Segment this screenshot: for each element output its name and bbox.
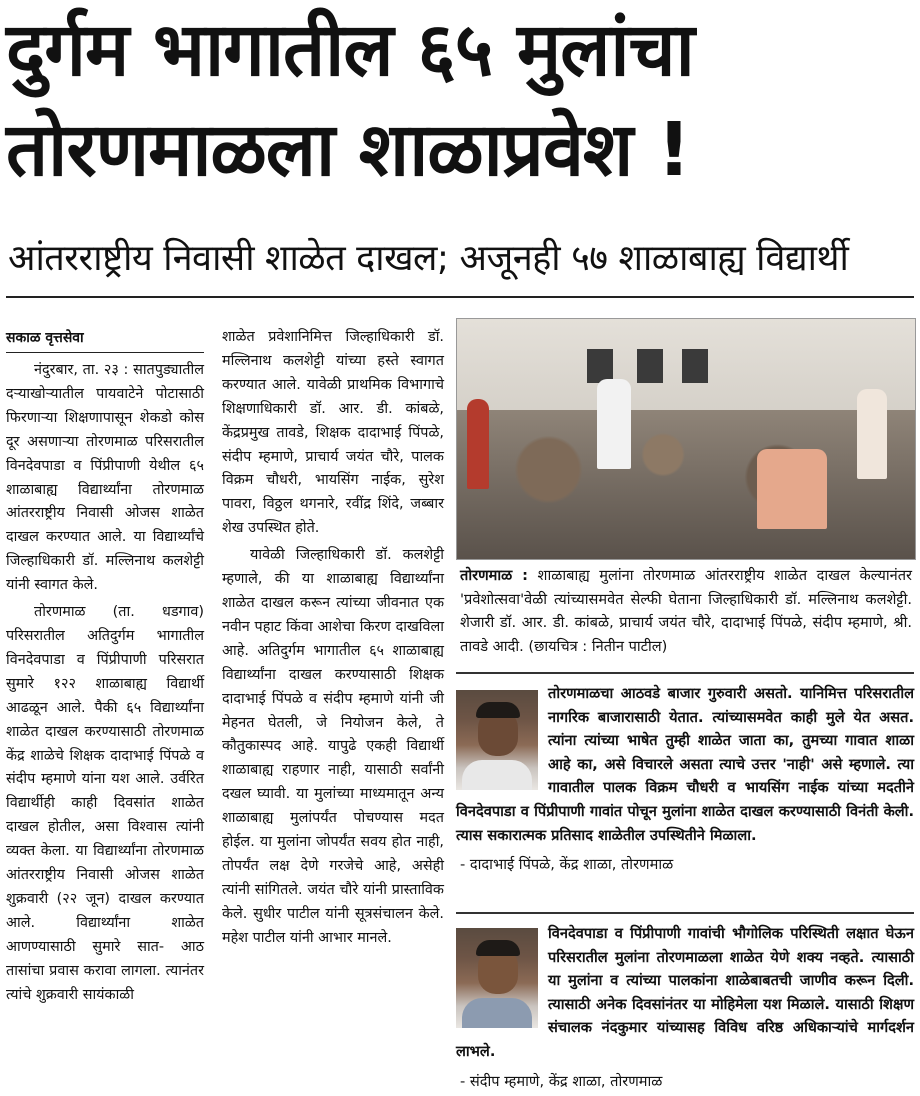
headline-line-1: दुर्गम भागातील ६५ मुलांचा	[6, 7, 694, 93]
quote-box-2	[456, 922, 914, 1093]
photo-person	[597, 379, 631, 469]
photo-caption	[460, 564, 912, 658]
quote-box-1	[456, 682, 914, 877]
byline: सकाळ वृत्तसेवा	[6, 326, 204, 353]
column2-paragraph-2: यावेळी जिल्हाधिकारी डॉ. कलशेट्टी म्हणाले, की या शाळाबाह्य विद्यार्थ्यांना शाळेत दाखल करून त्यांच्या जीवनात एक नवीन पहाट किंवा आशेचा किरण दाखविला आहे. अतिदुर्गम भागातील ६५ शाळाबाह्य विद्यार्थ्यांना दाखल करण्यासाठी शिक्षक दादाभाई पिंपळे व संदीप म्हमाणे यांनी जी मेहनत घेतली, जे नियोजन केले, ते कौतुकास्पद आहे. यापुढे एकही विद्यार्थी शाळाबाह्य राहणार नाही, यासाठी सर्वांनी दखल घ्यावी. या मुलांच्या माध्यमातून अन्य शाळाबाह्य मुलांपर्यंत पोचण्यास मदत होईल. या मुलांना जोपर्यंत सवय होत नाही, तोपर्यंत लक्ष देणे गरजेचे आहे, असेही त्यांनी सांगितले. जयंत चौरे यांनी प्रास्ताविक केले. सुधीर पाटील यांनी सूत्रसंचालन केले. महेश पाटील यांनी आभार मानले.	[222, 547, 444, 946]
portrait-photo-2	[456, 928, 538, 1028]
quote2-signature: - संदीप म्हमाणे, केंद्र शाळा, तोरणमाळ	[460, 1072, 663, 1090]
subheadline: आंतरराष्ट्रीय निवासी शाळेत दाखल; अजूनही ५७ शाळाबाह्य विद्यार्थी	[8, 238, 849, 279]
event-photo	[456, 318, 916, 560]
caption-credit: (छायचित्र : नितीन पाटील)	[528, 637, 668, 655]
column2-paragraph-1: शाळेत प्रवेशानिमित्त जिल्हाधिकारी डॉ. मल्लिनाथ कलशेट्टी यांच्या हस्ते स्वागत करण्यात आले. यावेळी प्राथमिक विभागाचे शिक्षणाधिकारी डॉ. आर. डी. कांबळे, केंद्रप्रमुख तावडे, शिक्षक दादाभाई पिंपळे, संदीप म्हमाणे, प्राचार्य जयंत चौरे, पालक विक्रम चौधरी, भायसिंग नाईक, सुरेश पावरा, विठ्ठल थगनारे, रवींद्र शिंदे, जब्बार शेख उपस्थित होते.	[222, 329, 444, 537]
headline-line-2: तोरणमाळला शाळाप्रवेश !	[6, 107, 690, 193]
headline	[6, 0, 914, 200]
section-divider	[6, 296, 914, 298]
photo-board	[587, 349, 613, 383]
quote-divider	[456, 912, 914, 914]
column1-paragraph-1: नंदुरबार, ता. २३ : सातपुड्यातील दऱ्याखोऱ्यातील पायवाटेने पोटासाठी फिरणाऱ्या शिक्षणापासून शेकडो कोस दूर असणाऱ्या तोरणमाळ परिसरातील विनदेवपाडा व पिंप्रीपाणी येथील ६५ शाळाबाह्य विद्यार्थ्यांना तोरणमाळ आंतरराष्ट्रीय निवासी ओजस शाळेत दाखल करण्यात आले. या विद्यार्थ्यांचे जिल्हाधिकारी डॉ. मल्लिनाथ कलशेट्टी यांनी स्वागत केले.	[6, 362, 204, 594]
photo-person	[857, 389, 887, 479]
quote-divider	[456, 672, 914, 674]
photo-person	[467, 399, 489, 489]
photo-crowd	[457, 410, 915, 559]
caption-text: शाळाबाह्य मुलांना तोरणमाळ आंतरराष्ट्रीय शाळेत दाखल केल्यानंतर 'प्रवेशोत्सवा'वेळी त्यांच्यासमवेत सेल्फी घेताना जिल्हाधिकारी डॉ. मल्लिनाथ कलशेट्टी. शेजारी डॉ. आर. डी. कांबळे, प्राचार्य जयंत चौरे, दादाभाई पिंपळे, संदीप म्हमाणे, श्री. तावडे आदी.	[460, 567, 912, 655]
article-column-1	[6, 326, 204, 1007]
photo-board	[682, 349, 708, 383]
photo-person	[757, 449, 827, 529]
portrait-photo-1	[456, 690, 538, 790]
caption-place: तोरणमाळ :	[460, 567, 529, 584]
article-column-2	[222, 326, 444, 951]
column1-paragraph-2: तोरणमाळ (ता. धडगाव) परिसरातील अतिदुर्गम भागातील विनदेवपाडा व पिंप्रीपाणी परिसरात सुमारे १२२ शाळाबाह्य विद्यार्थी आढळून आले. पैकी ६५ विद्यार्थ्यांना शाळेत दाखल करण्यासाठी तोरणमाळ केंद्र शाळेचे शिक्षक दादाभाई पिंपळे व संदीप म्हमाणे यांना यश आले. उर्वरित विद्यार्थीही काही दिवसांत शाळेत दाखल होतील, असा विश्वास त्यांनी व्यक्त केला. या विद्यार्थ्यांना तोरणमाळ आंतरराष्ट्रीय निवासी ओजस शाळेत शुक्रवारी (२२ जून) दाखल करण्यात आले. विद्यार्थ्यांना शाळेत आणण्यासाठी सुमारे सात- आठ तासांचा प्रवास करावा लागला. त्यानंतर त्यांचे शुक्रवारी सायंकाळी	[6, 604, 204, 1003]
quote1-text: तोरणमाळचा आठवडे बाजार गुरुवारी असतो. यानिमित्त परिसरातील नागरिक बाजारासाठी येतात. त्यांच्यासमवेत काही मुले येत असत. त्यांना त्यांच्या भाषेत तुम्ही शाळेत जाता का, तुमच्या गावात शाळा आहे का, असे विचारले असता त्याचे उत्तर 'नाही' असे म्हणाले. त्या गावातील पालक विक्रम चौधरी व भायसिंग नाईक यांच्या मदतीने विनदेवपाडा व पिंप्रीपाणी गावांत पोचून मुलांना शाळेत दाखल करण्यासाठी विनंती केली. त्यास सकारात्मक प्रतिसाद शाळेतील उपस्थितीने मिळाला.	[456, 685, 914, 844]
quote1-signature: - दादाभाई पिंपळे, केंद्र शाळा, तोरणमाळ	[460, 856, 674, 874]
quote2-text: विनदेवपाडा व पिंप्रीपाणी गावांची भौगोलिक परिस्थिती लक्षात घेऊन परिसरातील मुलांना तोरणमाळला शाळेत येणे शक्य नव्हते. त्यासाठी या मुलांना व त्यांच्या पालकांना शाळेबाबतची जाणीव करून दिली. त्यासाठी अनेक दिवसांनंतर या मोहिमेला यश मिळाले. यासाठी शिक्षण संचालक नंदकुमार यांच्यासह विविध वरिष्ठ अधिकाऱ्यांचे मार्गदर्शन लाभले.	[456, 925, 914, 1060]
photo-board	[637, 349, 663, 383]
